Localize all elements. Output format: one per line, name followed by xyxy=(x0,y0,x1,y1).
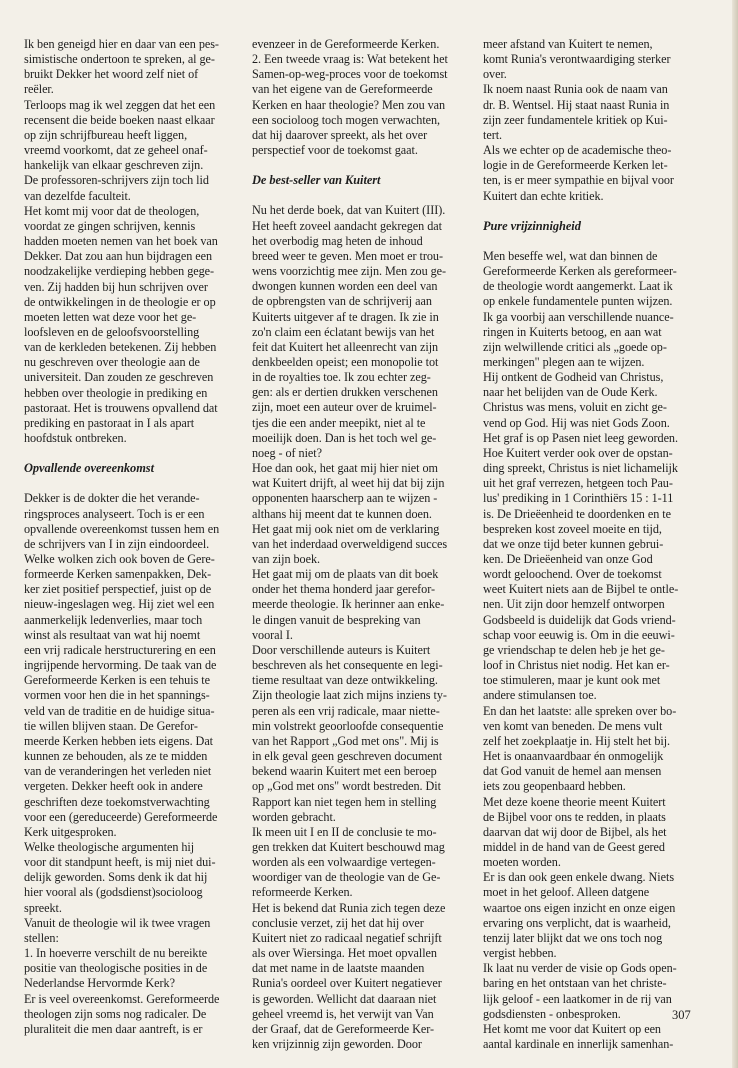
text-line: De professoren-schrijvers zijn toch lid xyxy=(24,173,209,188)
text-line: zijn welwillende critici als „goede op- xyxy=(483,339,667,354)
text-line: delijk geworden. Soms denk ik dat hij xyxy=(24,870,208,885)
text-line: weet Kuitert niets aan de Bijbel te ontle- xyxy=(483,582,679,597)
text-line: Het gaat mij om de plaats van dit boek xyxy=(252,567,439,582)
text-line: ingrijpende hervorming. De taak van de xyxy=(24,658,217,673)
text-line: moeten letten wat deze voor het ge- xyxy=(24,309,197,324)
text-line: stellen: xyxy=(24,930,59,945)
text-line: ker ziet positief perspectief, juist op de xyxy=(24,582,212,597)
text-line: geschriften deze toekomstverwachting xyxy=(24,794,210,809)
text-line: tieme resultaat van deze ontwikkeling. xyxy=(252,673,438,688)
text-line: peren als een vrij radicale, maar niette- xyxy=(252,703,440,718)
text-line: tjes die een ander meepikt, niet al te xyxy=(252,415,426,430)
text-line: 2. Een tweede vraag is: Wat betekent het xyxy=(252,52,448,67)
text-line: evenzeer in de Gereformeerde Kerken. xyxy=(252,37,440,51)
text-line: hier vooral als (godsdienst)socioloog xyxy=(24,885,203,900)
text-line: spreekt. xyxy=(24,900,62,915)
text-line: in elk geval geen geschreven document xyxy=(252,749,443,764)
text-line: Ik ga voorbij aan verschillende nuance- xyxy=(483,309,674,324)
text-line: Ik laat nu verder de visie op Gods open- xyxy=(483,961,677,976)
text-line: Kerken en haar theologie? Men zou van xyxy=(252,97,446,112)
section-heading: Opvallende overeenkomst xyxy=(24,461,154,476)
text-line: over. xyxy=(483,67,507,82)
text-line: van de kerkleden betekenen. Zij hebben xyxy=(24,340,217,355)
text-line: ven komt van beneden. De mens vult xyxy=(483,718,663,733)
text-line: Godsbeeld is duidelijk dat Gods vriend- xyxy=(483,612,676,627)
text-line: min volstrekt geoorloofde consequentie xyxy=(252,718,444,733)
page-edge-shadow xyxy=(732,0,738,1068)
paragraph xyxy=(483,249,709,1052)
text-line: theologen zijn soms nog radicaler. De xyxy=(24,1006,207,1021)
text-line: moeten worden. xyxy=(483,855,561,870)
text-line: positie van theologische posities in de xyxy=(24,961,208,976)
text-line: hoofdstuk ontbreken. xyxy=(24,431,127,446)
text-line: Welke theologische argumenten hij xyxy=(24,839,195,854)
text-line: reformeerde Kerken. xyxy=(252,885,353,900)
text-line: hankelijk van elkaar geschreven zijn. xyxy=(24,158,204,173)
text-line: Het komt me voor dat Kuitert op een xyxy=(483,1021,661,1036)
text-line: iets zou geopenbaard hebben. xyxy=(483,779,626,794)
text-line: Het komt mij voor dat de theologen, xyxy=(24,203,200,218)
text-line: geheel vreemd is, het verwijt van Van xyxy=(252,1006,434,1021)
text-line: moet in het geloof. Alleen datgene xyxy=(483,885,650,900)
text-line: woordiger van de theologie van de Ge- xyxy=(252,870,441,885)
text-line: dr. B. Wentsel. Hij staat naast Runia in xyxy=(483,97,670,112)
text-line: meer afstand van Kuitert te nemen, xyxy=(483,37,653,51)
text-line: Vanuit de theologie wil ik twee vragen xyxy=(24,915,211,930)
text-line: in de royalties toe. Ik zou echter zeg- xyxy=(252,370,431,385)
text-line: op „God met ons" wordt bestreden. Dit xyxy=(252,779,441,794)
text-line: Rapport kan niet tegen hem in stelling xyxy=(252,794,437,809)
text-line: ten, is er meer sympathie en bijval voor xyxy=(483,173,674,188)
text-line: Het heeft zoveel aandacht gekregen dat xyxy=(252,218,442,233)
text-line: formeerde Kerken samenpakken, Dek- xyxy=(24,567,212,582)
text-line: hadden moeten nemen van het boek van xyxy=(24,234,218,249)
text-line: de schrijvers van I in zijn eindoordeel. xyxy=(24,536,210,551)
text-line: breed weer te geven. Men moet er trou- xyxy=(252,248,443,263)
text-line: simistische ondertoon te spreken, al ge- xyxy=(24,52,215,67)
text-line: Het is bekend dat Runia zich tegen deze xyxy=(252,900,446,915)
paragraph xyxy=(483,37,709,204)
paragraph xyxy=(24,37,239,446)
text-line: Welke wolken zich ook boven de Gere- xyxy=(24,552,215,566)
text-line: opvallende overeenkomst tussen hem en xyxy=(24,521,220,536)
text-line: ringen in Kuiterts betoog, en aan wat xyxy=(483,324,662,339)
text-line: beschreven als het consequente en legi- xyxy=(252,658,443,673)
text-line: ervaring ons verplicht, dat is waarheid, xyxy=(483,915,671,930)
paragraph xyxy=(24,491,239,1037)
text-line: van het inderdaad overweldigend succes xyxy=(252,536,448,551)
text-line: wat Kuitert drijft, al weet hij dat bij zijn xyxy=(252,476,445,491)
text-line: op enkele fundamentele punten wijzen. xyxy=(483,294,673,309)
text-line: vormen voor hen die in het spannings- xyxy=(24,688,210,703)
text-line: ringsproces analyseert. Toch is er een xyxy=(24,506,205,521)
text-line: nen. Uit zijn door hemzelf ontworpen xyxy=(483,597,665,612)
text-line: worden als een volwaardige vertegen- xyxy=(252,855,436,870)
text-line: godsdiensten - onbesproken. xyxy=(483,1006,621,1021)
text-line: komt Runia's verontwaardiging sterker xyxy=(483,52,671,67)
text-line: Nederlandse Hervormde Kerk? xyxy=(24,976,175,991)
text-line: Er is dan ook geen enkele dwang. Niets xyxy=(483,870,675,885)
text-line: een vrij radicale herstructurering en een xyxy=(24,642,216,657)
paragraph xyxy=(252,37,474,158)
text-line: loofsleven en de geloofsvoorstelling xyxy=(24,324,200,339)
text-line: der Graaf, dat de Gereformeerde Ker- xyxy=(252,1021,435,1036)
text-line: ven. Zij hadden bij hun schrijven over xyxy=(24,279,208,294)
text-line: merkingen" plegen aan te wijzen. xyxy=(483,354,645,369)
text-line: schap voor eeuwig is. Om in die eeuwi- xyxy=(483,627,675,642)
text-line: tert. xyxy=(483,127,503,142)
text-line: vend op God. Hij was niet Gods Zoon. xyxy=(483,415,670,430)
text-line: zijn, moet een auteur over de kruimel- xyxy=(252,400,437,415)
text-line: dat met name in de laatste maanden xyxy=(252,961,425,976)
text-line: andere stimulansen toe. xyxy=(483,688,597,703)
text-line: een socioloog toch mogen verwachten, xyxy=(252,112,441,127)
text-line: op zijn schrijfbureau heeft liggen, xyxy=(24,127,188,142)
text-line: van dezelfde faculteit. xyxy=(24,188,131,203)
text-line: le dingen vanuit de bespreking van xyxy=(252,612,421,627)
text-line: ken vrijzinnig zijn geworden. Door xyxy=(252,1037,422,1051)
text-line: Gereformeerde Kerken is een tehuis te xyxy=(24,673,210,688)
text-line: aanmerkelijk ledenverlies, maar toch xyxy=(24,612,203,627)
text-line: denkbeelden opeist; een monopolie tot xyxy=(252,354,439,369)
text-line: Hij ontkent de Godheid van Christus, xyxy=(483,370,664,385)
text-line: voor dit standpunt heeft, is mij niet dui- xyxy=(24,855,216,870)
text-line: opponenten haarscherp aan te wijzen - xyxy=(252,491,438,506)
text-line: Er is veel overeenkomst. Gereformeerde xyxy=(24,991,220,1006)
text-line: Runia's oordeel over Kuitert negatiever xyxy=(252,976,442,991)
text-line: de opbrengsten van de schrijverij aan xyxy=(252,294,432,309)
text-line: veld van de traditie en de huidige situa- xyxy=(24,703,215,718)
text-line: Door verschillende auteurs is Kuitert xyxy=(252,642,431,657)
text-line: uit het graf verrezen, hetgeen toch Pau- xyxy=(483,476,673,491)
text-line: zelf het zoekplaatje in. Hij stelt het bij. xyxy=(483,733,671,748)
text-line: waartoe ons eigen inzicht en onze eigen xyxy=(483,900,676,915)
text-line: is geworden. Wellicht dat daaraan niet xyxy=(252,991,437,1006)
text-line: Het gaat mij ook niet om de verklaring xyxy=(252,521,440,536)
text-line: lus' prediking in 1 Corinthiërs 15 : 1-11 xyxy=(483,491,674,506)
text-line: Dekker. Dat zou aan hun bijdragen een xyxy=(24,249,212,264)
text-line: recensent die beide boeken naast elkaar xyxy=(24,112,215,127)
text-line: voor een (gereduceerde) Gereformeerde xyxy=(24,809,218,824)
text-line: moeilijk doen. Dan is het toch wel ge- xyxy=(252,430,437,445)
text-line: middel in de hand van de Geest gered xyxy=(483,839,665,854)
text-line: naar het belijden van de Oude Kerk. xyxy=(483,385,658,400)
text-line: ken. De Drieëenheid van onze God xyxy=(483,552,653,566)
text-line: wens voorzichtig mee zijn. Men zou ge- xyxy=(252,264,447,279)
text-line: Samen-op-weg-proces voor de toekomst xyxy=(252,67,448,82)
text-line: Christus was mens, voluit en zicht ge- xyxy=(483,400,667,415)
text-line: dat hij daarover spreekt, als het over xyxy=(252,127,428,142)
text-column-3 xyxy=(483,37,709,1052)
text-line: Dekker is de dokter die het verande- xyxy=(24,491,200,506)
text-line: de Bijbel voor ons te redden, in plaats xyxy=(483,809,666,824)
text-line: logie in de Gereformeerde Kerken let- xyxy=(483,158,668,173)
text-line: Ik meen uit I en II de conclusie te mo- xyxy=(252,824,437,839)
text-line: bruikt Dekker het woord zelf niet of xyxy=(24,67,199,82)
text-line: van het Rapport „God met ons". Mij is xyxy=(252,733,439,748)
text-line: Kerk uitgesproken. xyxy=(24,824,117,839)
text-line: kunnen ze behouden, als ze te midden xyxy=(24,749,208,764)
text-line: vergist hebben. xyxy=(483,946,557,961)
text-line: nieuw-ingeslagen weg. Hij ziet wel een xyxy=(24,597,215,612)
text-line: winst als resultaat van wat hij noemt xyxy=(24,627,201,642)
text-line: althans hij meent dat te kunnen doen. xyxy=(252,506,432,521)
text-line: bekend waarin Kuitert met een beroep xyxy=(252,764,437,779)
text-line: is. De Drieëenheid te doordenken en te xyxy=(483,506,671,521)
text-line: tenzij later blijkt dat we ons toch nog xyxy=(483,930,663,945)
text-line: worden gebracht. xyxy=(252,809,336,824)
text-line: Hoe Kuitert verder ook over de opstan- xyxy=(483,445,673,460)
text-line: ding spreekt, Christus is niet lichamelijk xyxy=(483,461,678,476)
text-column-1 xyxy=(24,37,239,1037)
text-line: Ik noem naast Runia ook de naam van xyxy=(483,82,668,97)
text-line: Het graf is op Pasen niet leeg geworden. xyxy=(483,430,678,445)
text-line: Het is onaanvaardbaar én onmogelijk xyxy=(483,749,664,764)
text-line: dwongen kunnen worden een deel van xyxy=(252,279,438,294)
text-line: Kuitert niet zo radicaal negatief schrijft xyxy=(252,930,442,945)
text-line: dat we onze tijd beter kunnen gebrui- xyxy=(483,536,664,551)
text-line: onder het thema honderd jaar gerefor- xyxy=(252,582,435,597)
text-line: Gereformeerde Kerken als gereformeer- xyxy=(483,264,677,279)
text-line: nu geschreven over theologie aan de xyxy=(24,355,200,370)
text-line: tie willen blijven staan. De Gerefor- xyxy=(24,718,198,733)
text-line: noodzakelijke verdieping hebben gege- xyxy=(24,264,215,279)
text-line: de ontwikkelingen in de theologie er op xyxy=(24,294,216,309)
text-line: vreemd voorkomt, dat ze geheel onaf- xyxy=(24,143,208,158)
text-line: prediking en pastoraat in I als apart xyxy=(24,415,195,430)
text-line: wordt geloochend. Over de toekomst xyxy=(483,567,662,582)
text-line: baring en het ontstaan van het christe- xyxy=(483,976,667,991)
text-line: daarvan dat wij door de Bijbel, als het xyxy=(483,824,667,839)
text-line: pluraliteit die men daar aantreft, is er xyxy=(24,1021,203,1036)
text-line: perspectief voor de toekomst gaat. xyxy=(252,143,418,158)
text-line: Met deze koene theorie meent Kuitert xyxy=(483,794,666,809)
text-line: vooral I. xyxy=(252,627,293,642)
text-line: Zijn theologie laat zich mijns inziens ty- xyxy=(252,688,447,703)
text-line: vergeten. Dekker heeft ook in andere xyxy=(24,779,203,794)
text-line: Terloops mag ik wel zeggen dat het een xyxy=(24,97,216,112)
text-line: Kuitert dan echte kritiek. xyxy=(483,188,604,203)
text-line: Als we echter op de academische theo- xyxy=(483,143,672,158)
section-heading: De best-seller van Kuitert xyxy=(252,173,381,188)
text-line: Kuiterts uitgever af te dragen. Ik zie in xyxy=(252,309,439,324)
text-line: reëler. xyxy=(24,82,54,97)
text-line: hebben over theologie in prediking en xyxy=(24,385,208,400)
text-line: gen trekken dat Kuitert beschouwd mag xyxy=(252,839,445,854)
text-line: van de veranderingen het verleden niet xyxy=(24,764,212,779)
text-line: bespreken kost zoveel moeite en tijd, xyxy=(483,521,662,536)
text-line: Ik ben geneigd hier en daar van een pes- xyxy=(24,37,219,51)
text-line: meerde theologie. Ik herinner aan enke- xyxy=(252,597,445,612)
text-line: Hoe dan ook, het gaat mij hier niet om xyxy=(252,461,438,476)
text-line: ge vriendschap te delen heb je het ge- xyxy=(483,642,665,657)
text-line: van het eigene van de Gereformeerde xyxy=(252,82,433,97)
text-line: aantal kardinale en innerlijk samenhan- xyxy=(483,1037,674,1051)
text-line: universiteit. Dan zouden ze geschreven xyxy=(24,370,214,385)
text-line: het overbodig mag heten de inhoud xyxy=(252,233,423,248)
text-line: van zijn boek. xyxy=(252,552,321,566)
text-line: zijn zeer fundamentele kritiek op Kui- xyxy=(483,112,668,127)
text-line: lijk geloof - een laatkomer in de rij van xyxy=(483,991,672,1006)
paragraph xyxy=(252,203,474,1052)
text-line: conclusie verzet, zij het dat hij over xyxy=(252,915,424,930)
text-line: voordat ze gingen schrijven, kennis xyxy=(24,218,196,233)
text-line: de theologie wordt aangemerkt. Laat ik xyxy=(483,279,673,294)
text-line: 1. In hoeverre verschilt de nu bereikte xyxy=(24,946,208,961)
text-line: pastoraat. Het is trouwens opvallend dat xyxy=(24,400,218,415)
text-line: Men beseffe wel, wat dan binnen de xyxy=(483,248,658,263)
text-line: toe stimuleren, maar je kunt ook met xyxy=(483,673,661,688)
text-line: gen: als er dertien drukken verschenen xyxy=(252,385,438,400)
page-number: 307 xyxy=(672,1008,691,1022)
text-line: als over Wiersinga. Het moet opvallen xyxy=(252,946,437,961)
text-line: feit dat Kuitert het alleenrecht van zijn xyxy=(252,339,439,354)
text-column-2 xyxy=(252,37,474,1052)
text-line: meerde Kerken hebben iets eigens. Dat xyxy=(24,733,214,748)
text-line: dat God vanuit de hemel aan mensen xyxy=(483,764,662,779)
text-line: En dan het laatste: alle spreken over bo- xyxy=(483,703,677,718)
text-line: zo'n claim een éclatant bewijs van het xyxy=(252,324,435,339)
section-heading: Pure vrijzinnigheid xyxy=(483,218,581,233)
text-line: loof in Christus niet nodig. Het kan er- xyxy=(483,658,670,673)
text-line: Nu het derde boek, dat van Kuitert (III). xyxy=(252,203,446,218)
text-line: noeg - of niet? xyxy=(252,445,322,460)
